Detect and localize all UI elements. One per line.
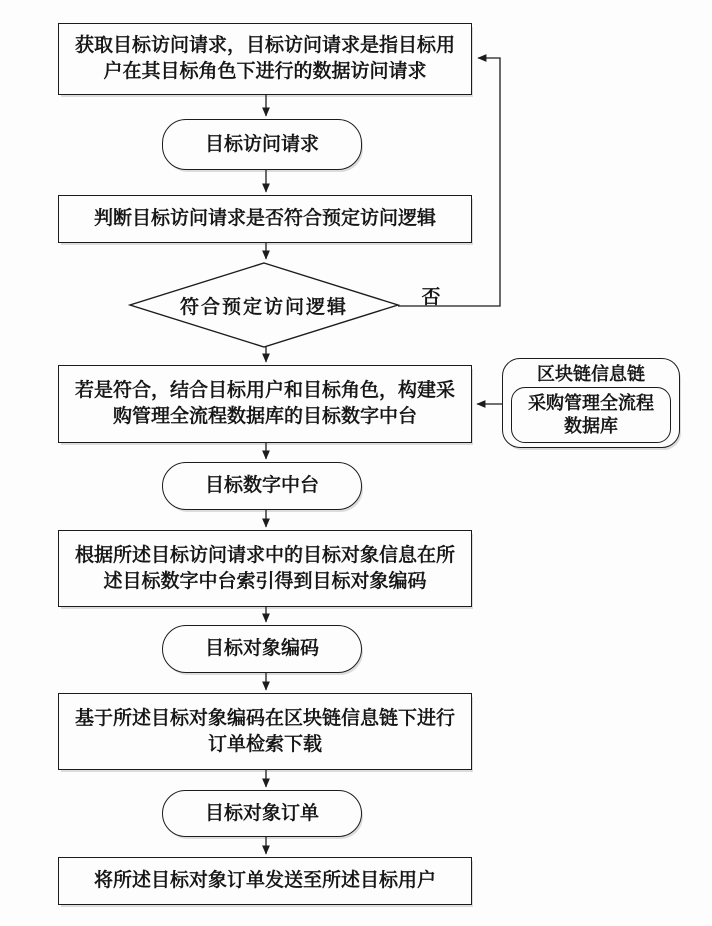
procurement-database-box: 采购管理全流程数据库	[511, 387, 671, 443]
process-check-logic: 判断目标访问请求是否符合预定访问逻辑	[58, 195, 472, 243]
process-index-object-code: 根据所述目标访问请求中的目标对象信息在所述目标数字中台索引得到目标对象编码	[58, 530, 472, 607]
decision-logic-label: 符合预定访问逻辑	[179, 296, 348, 318]
blockchain-chain-label: 区块链信息链	[537, 364, 645, 384]
artifact-digital-platform-pill: 目标数字中台	[162, 462, 362, 510]
process-order-retrieval: 基于所述目标对象编码在区块链信息链下进行订单检索下载	[58, 693, 472, 770]
blockchain-chain-box	[502, 358, 680, 448]
no-branch-label: 否	[421, 287, 441, 308]
artifact-object-order-pill: 目标对象订单	[162, 790, 362, 837]
process-build-platform: 若是符合，结合目标用户和目标角色，构建采购管理全流程数据库的目标数字中台	[58, 365, 472, 443]
process-get-request: 获取目标访问请求，目标访问请求是指目标用户在其目标角色下进行的数据访问请求	[58, 23, 472, 95]
process-send-order: 将所述目标对象订单发送至所述目标用户	[58, 857, 472, 905]
artifact-object-code-pill: 目标对象编码	[162, 625, 362, 673]
artifact-access-request-pill: 目标访问请求	[162, 119, 362, 170]
no-branch-connector	[398, 58, 500, 306]
